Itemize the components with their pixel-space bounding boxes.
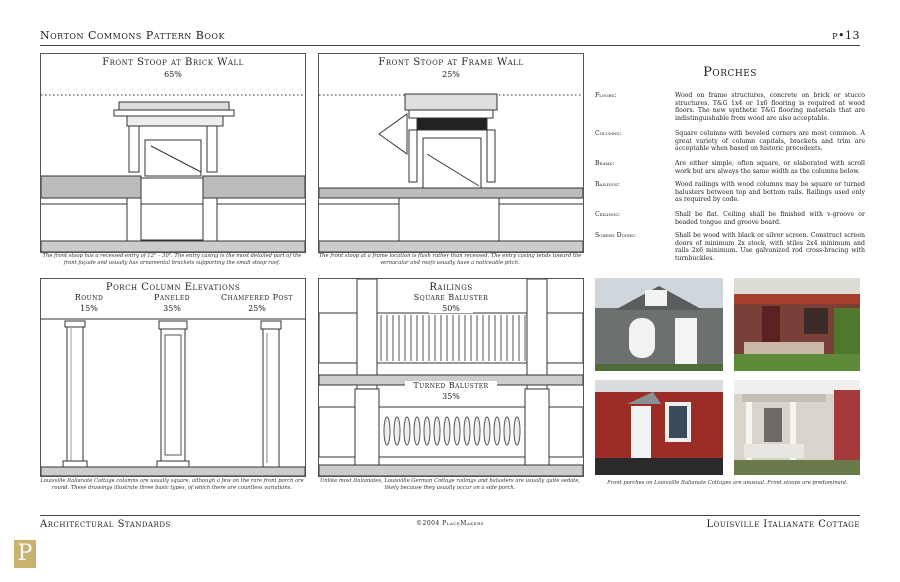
photo-red-brick-cottage: [595, 380, 723, 475]
photos-caption: Front porches on Louisville Italianate Cottages are unusual. Front stoops are predominant.: [607, 480, 848, 486]
spec-key: Floors:: [595, 92, 617, 99]
column-chamfered-label: Chamfered Post: [220, 293, 294, 302]
stoop-brick-pct: 65%: [164, 70, 182, 79]
spec-value: Are either simple, often square, or elaborated with scroll work but are always the same width as the columns below.: [675, 160, 865, 175]
spec-columns: [595, 130, 865, 156]
stoop-brick-title: Front Stoop at Brick Wall: [102, 57, 244, 68]
photo-white-porch: [734, 380, 860, 475]
photo-gray-cottage: [595, 278, 723, 371]
spec-beams: [595, 160, 865, 178]
photo-red-porch: [734, 278, 860, 371]
book-title: Norton Commons Pattern Book: [40, 29, 225, 42]
stoop-frame-title: Front Stoop at Frame Wall: [378, 57, 524, 68]
stoop-frame-panel: [318, 53, 584, 253]
building-type: Louisville Italianate Cottage: [706, 519, 860, 530]
columns-caption: Louisville Italianate Cottage columns are usually square, although a few on the rare front porch are round. These drawings illustrate three basic types, of which there are countless variations.: [40, 478, 304, 491]
turned-baluster-label: Turned Baluster: [405, 381, 497, 390]
copyright: ©2004 PlaceMakers: [416, 520, 484, 527]
spec-key: Beams:: [595, 160, 615, 167]
publisher-logo: P: [14, 540, 36, 568]
stoop-brick-caption: The front stoop has a recessed entry of 12" – 30". The entry casing is the most detailed part of the front façade and usually has ornamental brackets supporting the small stoop roof.: [42, 253, 302, 266]
column-round-label: Round: [74, 293, 104, 302]
spec-floors: [595, 92, 865, 126]
railings-caption: Unlike most Italianates, Louisville German Cottage railings and balusters are usually quite sedate, likely because they usually occur on a side porch.: [319, 478, 581, 491]
railings-title: Railings: [409, 282, 493, 293]
page-number: p•13: [832, 29, 860, 42]
porches-title: Porches: [703, 65, 757, 80]
page-footer: [40, 515, 860, 534]
spec-key: Screen Doors:: [595, 232, 636, 239]
spec-key: Railings:: [595, 181, 620, 188]
page-header: [40, 25, 860, 46]
spec-key: Columns:: [595, 130, 622, 137]
square-baluster-label: Square Baluster: [405, 293, 497, 302]
column-paneled-pct: 35%: [163, 304, 181, 313]
column-paneled-label: Paneled: [153, 293, 191, 302]
columns-drawing: [41, 279, 305, 476]
column-chamfered-pct: 25%: [248, 304, 266, 313]
spec-value: Shall be wood with black or silver screen. Construct screen doors of minimum 2x stock, with stiles 2x4 minimum and rails 2x6 minimum. Use galvanized rod cross-bracing with turnbuckles.: [675, 232, 865, 262]
spec-key: Ceilings:: [595, 211, 620, 218]
stoop-brick-panel: [40, 53, 306, 253]
columns-panel: [40, 278, 306, 477]
stoop-frame-caption: The front stoop at a frame location is flush rather than recessed. The entry casing tends toward the vernacular and roofs usually have a noticeable pitch.: [318, 253, 582, 266]
turned-baluster-pct: 35%: [429, 392, 473, 401]
square-baluster-pct: 50%: [429, 304, 473, 313]
columns-title: Porch Column Elevations: [105, 282, 241, 293]
spec-value: Square columns with beveled corners are most common. A great variety of column capitals, brackets and trim are acceptable when based on historic precedents.: [675, 130, 865, 153]
railings-panel: [318, 278, 584, 477]
spec-value: Wood on frame structures, concrete on brick or stucco structures. T&G 1x4 or 1x6 flooring is required at wood floors. The new synthetic T&G flooring materials that are indistinguishable from wood are also acceptable.: [675, 92, 865, 122]
spec-value: Wood railings with wood columns may be square or turned balusters between top and bottom rails. Railings used only as required by code.: [675, 181, 865, 204]
spec-value: Shall be flat. Ceiling shall be finished with v-groove or beaded tongue and groove board.: [675, 211, 865, 226]
stoop-frame-pct: 25%: [442, 70, 460, 79]
spec-railings: [595, 181, 865, 207]
stoop-frame-drawing: [319, 54, 583, 252]
section-title: Architectural Standards: [40, 519, 171, 530]
spec-ceilings: [595, 211, 865, 229]
column-round-pct: 15%: [80, 304, 98, 313]
spec-screen-doors: [595, 232, 865, 262]
stoop-brick-drawing: [41, 54, 305, 252]
